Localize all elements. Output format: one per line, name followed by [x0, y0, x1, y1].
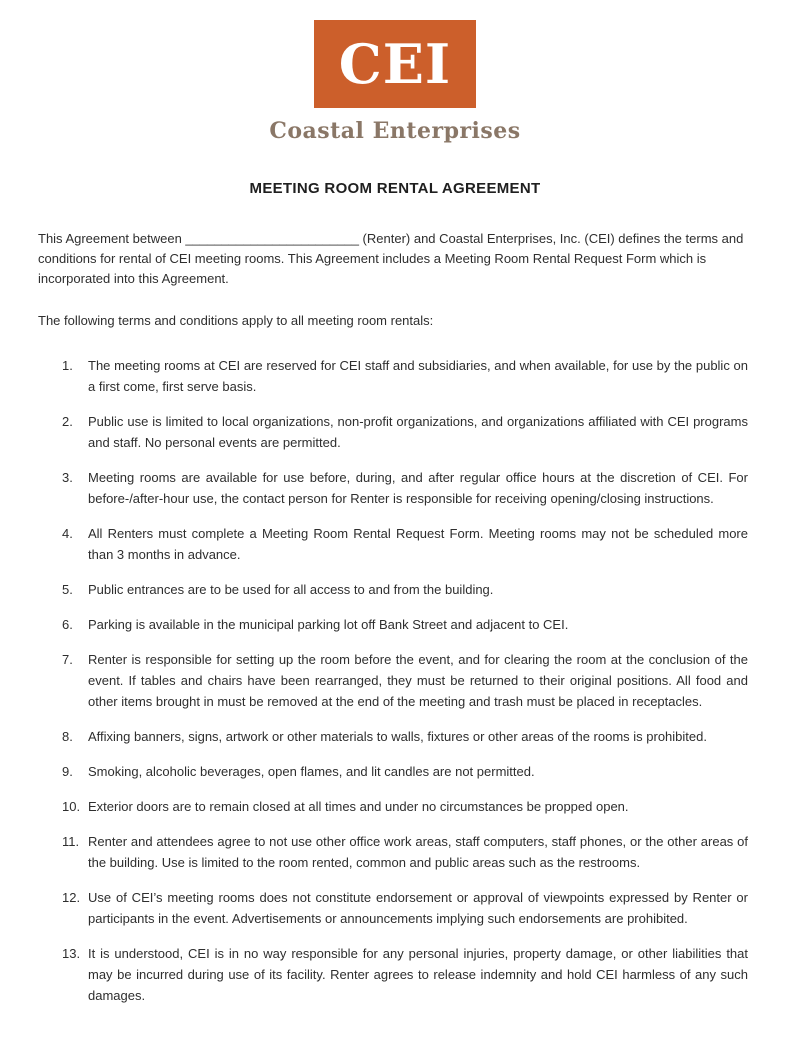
- term-text: Exterior doors are to remain closed at all times and under no circumstances be propped open.: [88, 799, 629, 814]
- term-text: Smoking, alcoholic beverages, open flames, and lit candles are not permitted.: [88, 764, 535, 779]
- term-text: Parking is available in the municipal parking lot off Bank Street and adjacent to CEI.: [88, 617, 569, 632]
- term-item-9: [62, 761, 752, 782]
- term-item-6: [62, 614, 752, 635]
- term-number: 11.: [62, 834, 80, 849]
- term-text: Renter is responsible for setting up the room before the event, and for clearing the room at the conclusion of the event. If tables and chairs have been rearranged, they must be returned to their original positions. All food and other items brought in must be removed at the end of the meeting and trash must be placed in receptacles.: [88, 652, 748, 709]
- term-number: 6.: [62, 617, 73, 632]
- terms-lead-sentence: The following terms and conditions apply to all meeting room rentals:: [38, 313, 434, 328]
- term-item-13: [62, 943, 752, 1006]
- term-text: It is understood, CEI is in no way responsible for any personal injuries, property damage, or other liabilities that may be incurred during use of its facility. Renter agrees to release indemnity and hold CEI harmless of any such damages.: [88, 946, 748, 1003]
- logo-area: [38, 20, 752, 144]
- term-text: All Renters must complete a Meeting Room Rental Request Form. Meeting rooms may not be scheduled more than 3 months in advance.: [88, 526, 748, 562]
- document-title: MEETING ROOM RENTAL AGREEMENT: [249, 180, 541, 197]
- term-item-3: [62, 467, 752, 509]
- term-item-7: [62, 649, 752, 712]
- terms-list: [38, 355, 752, 1006]
- term-number: 4.: [62, 526, 73, 541]
- term-number: 10.: [62, 799, 81, 814]
- company-name: Coastal Enterprises: [269, 118, 521, 144]
- term-number: 9.: [62, 764, 73, 779]
- term-text: Public use is limited to local organizations, non-profit organizations, and organizations affiliated with CEI programs and staff. No personal events are permitted.: [88, 414, 748, 450]
- term-text: Public entrances are to be used for all access to and from the building.: [88, 582, 494, 597]
- term-text: Meeting rooms are available for use before, during, and after regular office hours at the discretion of CEI. For before-/after-hour use, the contact person for Renter is responsible for receiving opening/closing instructions.: [88, 470, 748, 506]
- term-item-10: [62, 796, 752, 817]
- term-text: Renter and attendees agree to not use other office work areas, staff computers, staff phones, or the other areas of the building. Use is limited to the room rented, common and public areas such as the restrooms.: [88, 834, 748, 870]
- term-number: 7.: [62, 652, 73, 667]
- cei-logo: [314, 20, 476, 108]
- term-text: Use of CEI’s meeting rooms does not constitute endorsement or approval of viewpoints expressed by Renter or participants in the event. Advertisements or announcements implying such endorsements are prohibited.: [88, 890, 748, 926]
- cei-logo-text: CEI: [338, 32, 452, 96]
- term-number: 5.: [62, 582, 73, 597]
- term-number: 3.: [62, 470, 73, 485]
- term-item-8: [62, 726, 752, 747]
- term-item-1: [62, 355, 752, 397]
- term-item-2: [62, 411, 752, 453]
- term-number: 1.: [62, 358, 73, 373]
- term-item-12: [62, 887, 752, 929]
- term-number: 8.: [62, 729, 73, 744]
- term-number: 2.: [62, 414, 73, 429]
- term-number: 13.: [62, 946, 81, 961]
- term-item-4: [62, 523, 752, 565]
- term-item-11: [62, 831, 752, 873]
- intro-paragraph: This Agreement between ________________________ (Renter) and Coastal Enterprises, Inc. (CEI) defines the terms and conditions for rental of CEI meeting rooms. This Agreement includes a Meeting Room Rental Request Form which is incorporated into this Agreement.: [38, 231, 744, 286]
- term-number: 12.: [62, 890, 81, 905]
- term-item-5: [62, 579, 752, 600]
- term-text: The meeting rooms at CEI are reserved for CEI staff and subsidiaries, and when available, for use by the public on a first come, first serve basis.: [88, 358, 748, 394]
- term-text: Affixing banners, signs, artwork or other materials to walls, fixtures or other areas of the rooms is prohibited.: [88, 729, 707, 744]
